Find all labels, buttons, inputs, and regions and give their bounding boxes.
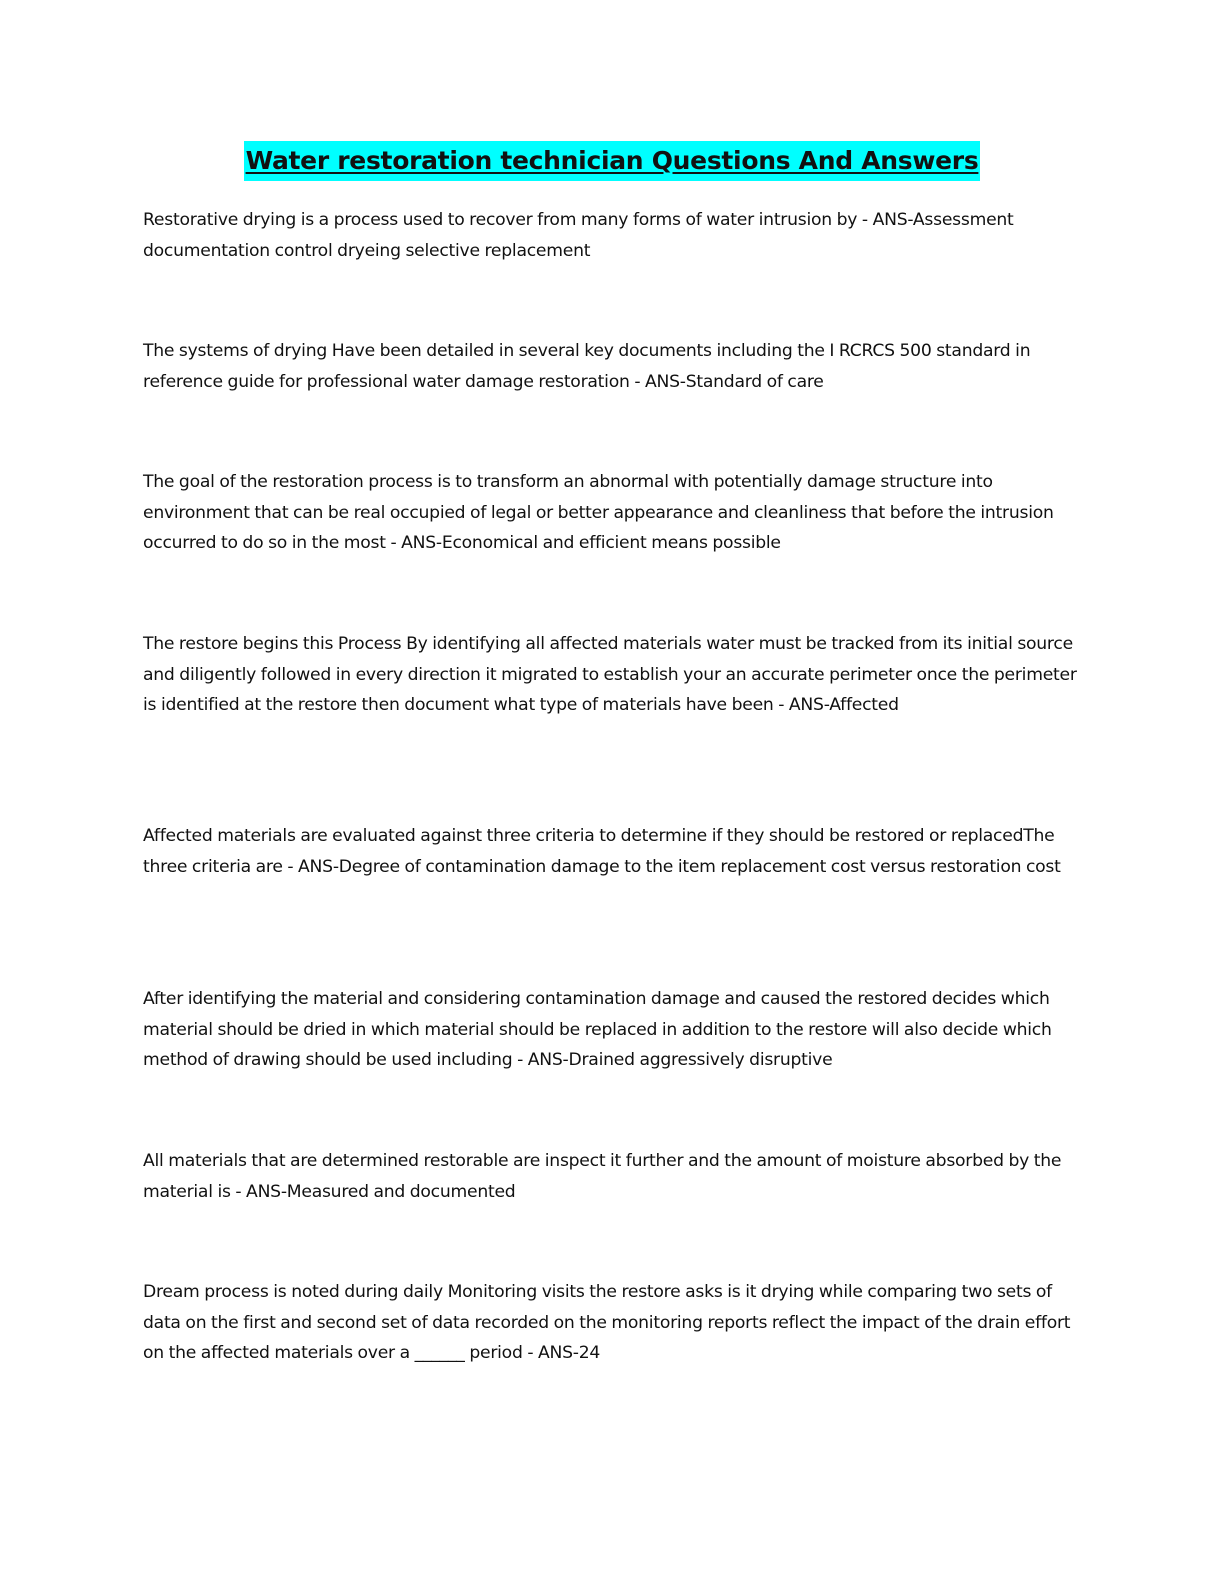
qa-item: Affected materials are evaluated against three criteria to determine if they should be restored or replacedThe three criteria are - ANS-Degree of contamination damage to the item replacement cost versus restoration cost [143,826,1061,877]
qa-item: After identifying the material and considering contamination damage and caused the restored decides which material should be dried in which material should be replaced in addition to the restore will also decide which method of drawing should be used including - ANS-Drained aggressively disruptive [143,989,1052,1070]
qa-item: Restorative drying is a process used to recover from many forms of water intrusion by - ANS-Assessment documentation control dryeing selective replacement [143,210,1014,261]
document-title: Water restoration technician Questions And Answers [244,141,981,181]
qa-item: Dream process is noted during daily Monitoring visits the restore asks is it drying while comparing two sets of data on the first and second set of data recorded on the monitoring reports reflect the impact of the drain effort on the affected materials over a ______ period - ANS-24 [143,1282,1071,1363]
qa-item: The restore begins this Process By identifying all affected materials water must be tracked from its initial source and diligently followed in every direction it migrated to establish your an accurate perimeter once the perimeter is identified at the restore then document what type of materials have been - ANS-Affected [143,634,1077,715]
qa-item: The systems of drying Have been detailed in several key documents including the I RCRCS 500 standard in reference guide for professional water damage restoration - ANS-Standard of care [143,341,1031,392]
title-container [0,141,1224,181]
qa-item: The goal of the restoration process is to transform an abnormal with potentially damage structure into environment that can be real occupied of legal or better appearance and cleanliness that before the intrusion occurred to do so in the most - ANS-Economical and efficient means possible [143,472,1054,553]
qa-item: All materials that are determined restorable are inspect it further and the amount of moisture absorbed by the material is - ANS-Measured and documented [143,1151,1062,1202]
